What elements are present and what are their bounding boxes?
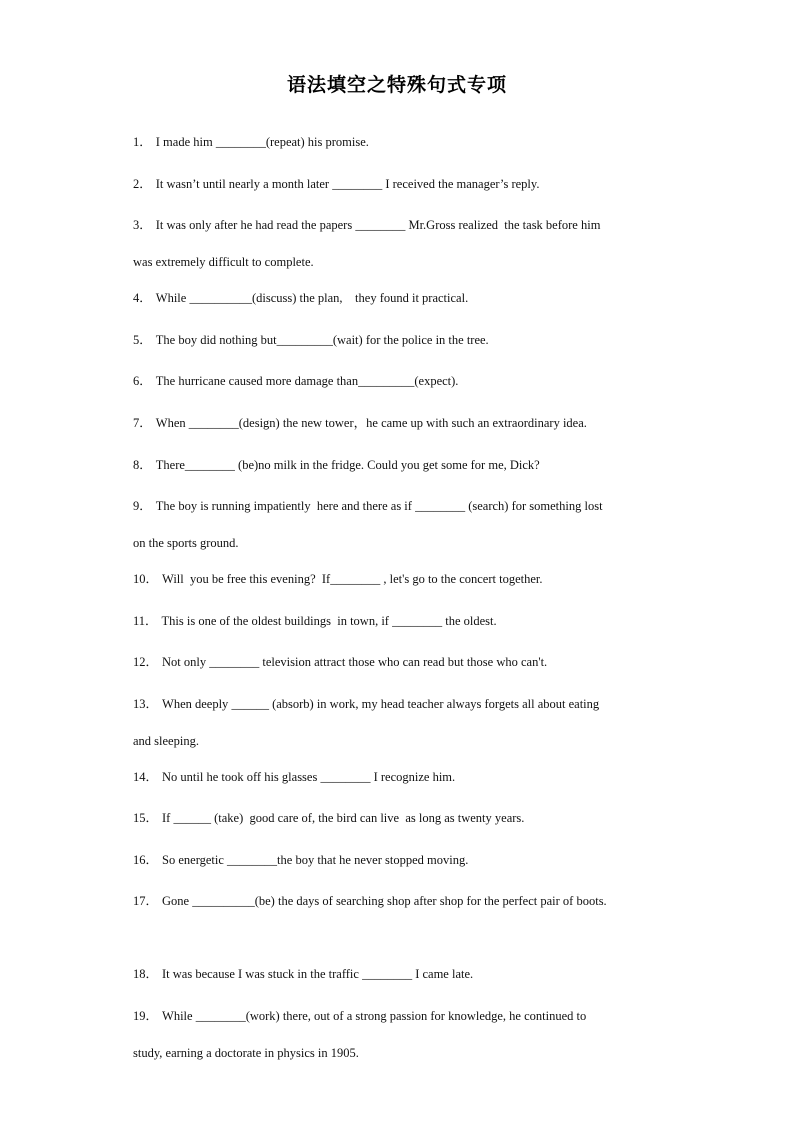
question-18 — [133, 956, 663, 993]
answer-blank: ________ — [332, 177, 383, 191]
question-text: If — [162, 811, 174, 825]
answer-blank: ________ — [215, 135, 266, 149]
question-text-wrapped: on the sports ground. — [133, 536, 239, 550]
question-2 — [133, 166, 663, 203]
question-13 — [133, 686, 663, 760]
question-text-continued: (search) for something lost — [465, 499, 603, 513]
question-16 — [133, 842, 663, 879]
question-number: 3． — [133, 218, 152, 232]
question-text: While — [155, 291, 190, 305]
answer-blank: _________ — [358, 374, 415, 388]
answer-blank: ________ — [415, 499, 466, 513]
question-text: This is one of the oldest buildings in town, if — [161, 614, 393, 628]
question-number: 4． — [133, 291, 152, 305]
question-text-continued: , let's go to the concert together. — [380, 572, 543, 586]
question-17 — [133, 883, 663, 920]
question-text: It was because I was stuck in the traffic — [162, 967, 363, 981]
question-text-continued: I came late. — [412, 967, 474, 981]
question-number: 8． — [133, 458, 152, 472]
question-11 — [133, 603, 663, 640]
question-number: 10． — [133, 572, 159, 586]
question-text: It wasn’t until nearly a month later — [155, 177, 333, 191]
question-text-continued: the boy that he never stopped moving. — [277, 853, 469, 867]
question-text-continued: (expect). — [414, 374, 459, 388]
answer-blank: __________ — [189, 291, 252, 305]
question-number: 18． — [133, 967, 159, 981]
question-text-continued: the oldest. — [442, 614, 497, 628]
question-number: 7． — [133, 416, 152, 430]
question-text-wrapped: was extremely difficult to complete. — [133, 255, 314, 269]
question-text-continued: (wait) for the police in the tree. — [332, 333, 489, 347]
question-text-wrapped: and sleeping. — [133, 734, 199, 748]
question-5 — [133, 322, 663, 359]
question-text-continued: (be) the days of searching shop after shop for the perfect pair of boots. — [254, 894, 607, 908]
answer-blank: ________ — [227, 853, 278, 867]
question-number: 19． — [133, 1009, 159, 1023]
question-19 — [133, 998, 663, 1072]
answer-blank: ________ — [320, 770, 371, 784]
question-text: While — [162, 1009, 196, 1023]
answer-blank: ________ — [392, 614, 443, 628]
question-15 — [133, 800, 663, 837]
question-text-continued: I recognize him. — [370, 770, 456, 784]
question-8 — [133, 447, 663, 484]
question-text-continued: television attract those who can read but those who can't. — [259, 655, 548, 669]
question-text-continued: (discuss) the plan, they found it practical. — [251, 291, 469, 305]
question-text: Not only — [162, 655, 210, 669]
answer-blank: ______ — [173, 811, 211, 825]
question-14 — [133, 759, 663, 796]
question-text: The boy did nothing but — [155, 333, 277, 347]
question-number: 13． — [133, 697, 159, 711]
question-text-continued: (design) the new tower，he came up with such an extraordinary idea. — [238, 416, 587, 430]
question-text: Gone — [162, 894, 193, 908]
question-text: No until he took off his glasses — [162, 770, 321, 784]
answer-blank: _________ — [276, 333, 333, 347]
question-text: The hurricane caused more damage than — [155, 374, 359, 388]
question-text: When — [155, 416, 189, 430]
question-text: The boy is running impatiently here and there as if — [155, 499, 416, 513]
question-6 — [133, 363, 663, 400]
question-3 — [133, 207, 663, 281]
answer-blank: ______ — [231, 697, 269, 711]
question-number: 5． — [133, 333, 152, 347]
question-text-continued: Mr.Gross realized the task before him — [405, 218, 601, 232]
question-text: It was only after he had read the papers — [155, 218, 356, 232]
question-number: 1． — [133, 135, 152, 149]
question-7 — [133, 405, 663, 442]
question-text: I made him — [155, 135, 216, 149]
question-number: 12． — [133, 655, 159, 669]
page-title: 语法填空之特殊句式专项 — [286, 74, 507, 96]
answer-blank: ________ — [362, 967, 413, 981]
question-9 — [133, 488, 663, 562]
question-text: When deeply — [162, 697, 232, 711]
question-number: 2． — [133, 177, 152, 191]
answer-blank: ________ — [184, 458, 235, 472]
question-text-continued: (be)no milk in the fridge. Could you get some for me, Dick? — [234, 458, 540, 472]
question-number: 14． — [133, 770, 159, 784]
question-number: 9． — [133, 499, 152, 513]
answer-blank: ________ — [195, 1009, 246, 1023]
question-number: 6． — [133, 374, 152, 388]
question-10 — [133, 561, 663, 598]
question-text-continued: (work) there, out of a strong passion for knowledge, he continued to — [245, 1009, 587, 1023]
question-12 — [133, 644, 663, 681]
question-text-wrapped: study, earning a doctorate in physics in 1905. — [133, 1046, 359, 1060]
question-number: 16． — [133, 853, 159, 867]
answer-blank: ________ — [188, 416, 239, 430]
question-text: Will you be free this evening? If — [162, 572, 331, 586]
question-4 — [133, 280, 663, 317]
question-number: 17． — [133, 894, 159, 908]
question-text-continued: (repeat) his promise. — [265, 135, 369, 149]
answer-blank: ________ — [209, 655, 260, 669]
question-text: So energetic — [162, 853, 228, 867]
question-text-continued: (take) good care of, the bird can live as long as twenty years. — [210, 811, 525, 825]
question-1 — [133, 124, 663, 161]
answer-blank: ________ — [330, 572, 381, 586]
question-text: There — [155, 458, 185, 472]
question-text-continued: I received the manager’s reply. — [382, 177, 540, 191]
question-number: 15． — [133, 811, 159, 825]
question-text-continued: (absorb) in work, my head teacher always forgets all about eating — [268, 697, 600, 711]
answer-blank: ________ — [355, 218, 406, 232]
question-number: 11． — [133, 614, 158, 628]
answer-blank: __________ — [192, 894, 255, 908]
